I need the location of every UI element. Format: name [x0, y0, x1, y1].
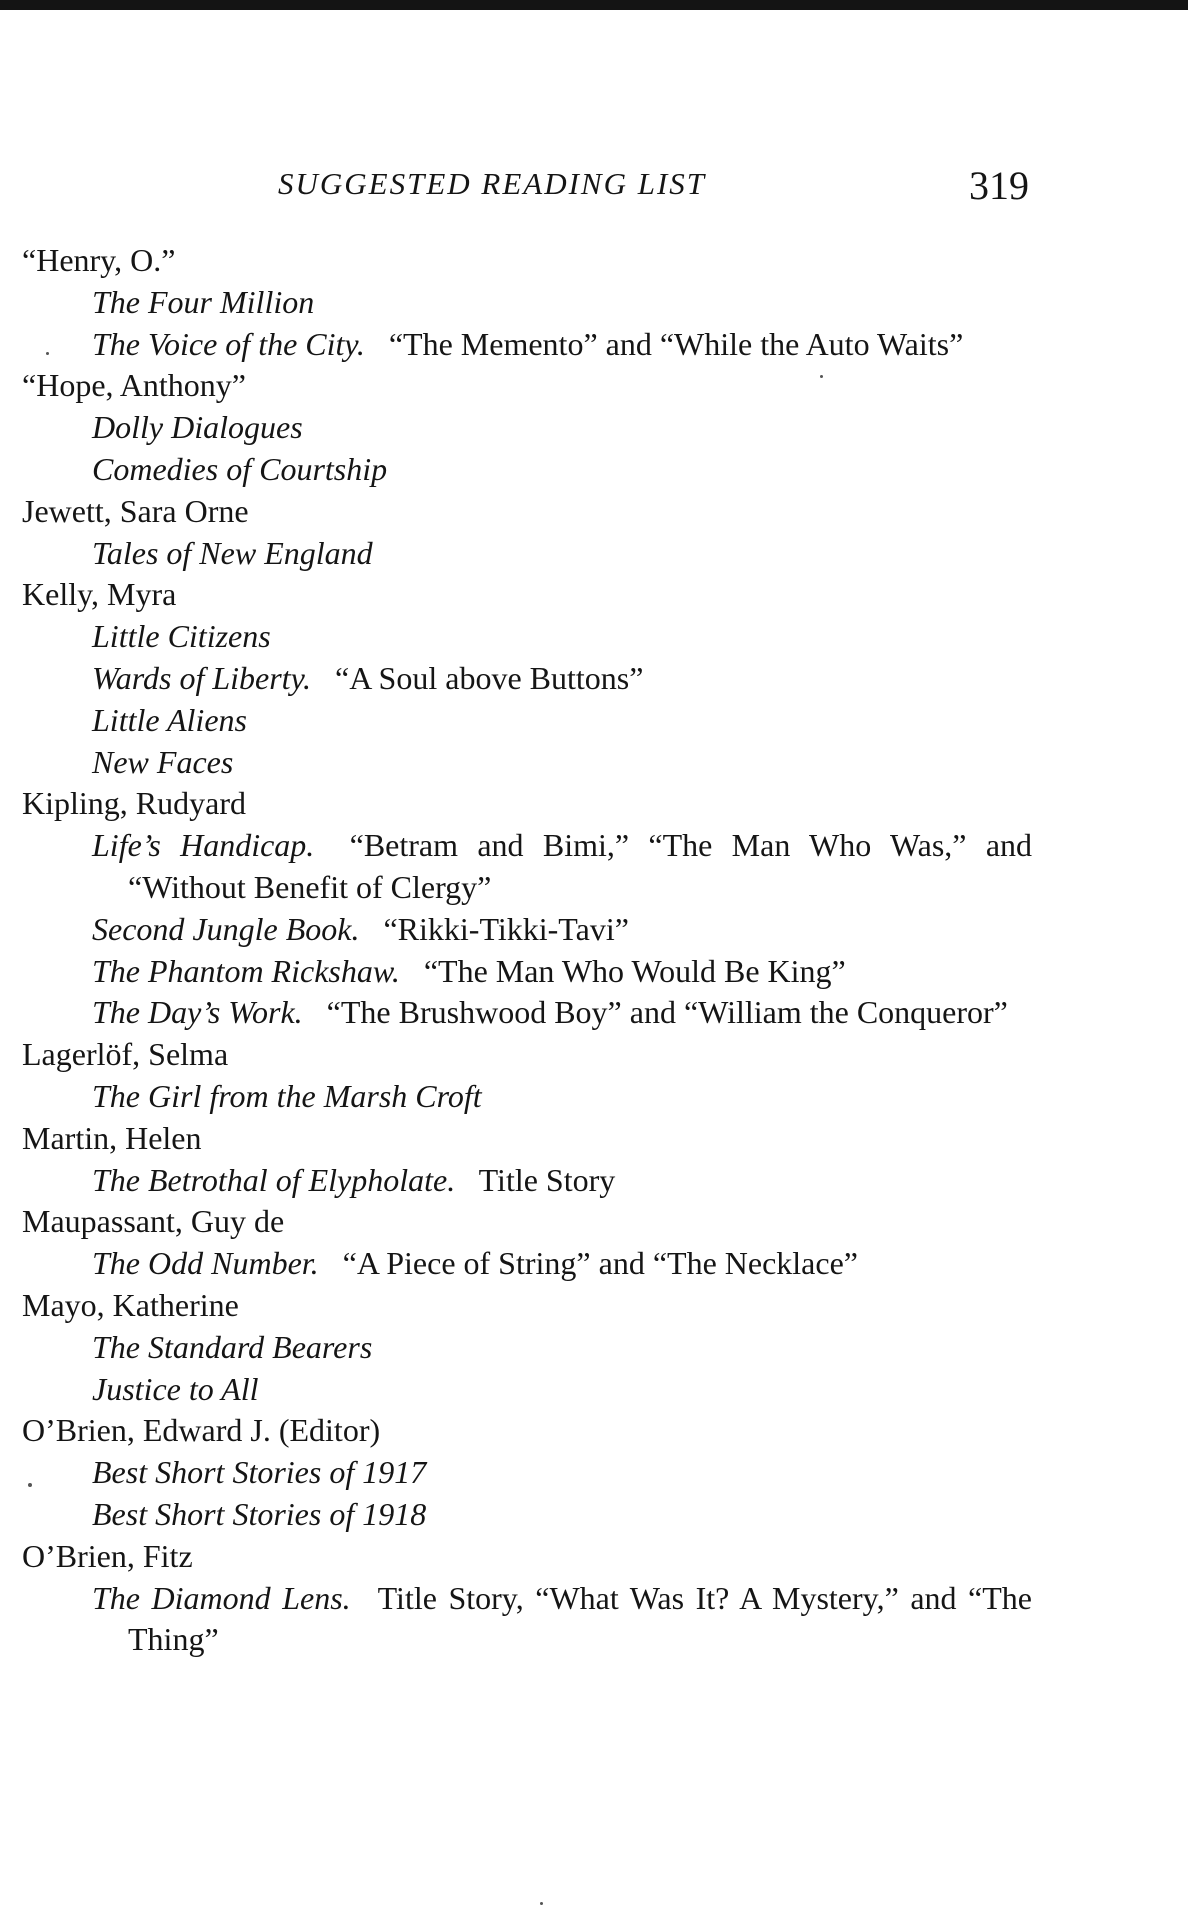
work-entry — [22, 1160, 1032, 1202]
work-title: New Faces — [92, 743, 234, 780]
author-heading: Kelly, Myra — [22, 576, 177, 613]
work-title: The Day’s Work. — [92, 994, 303, 1031]
story-note: Title Story, “What Was It? A Mystery,” and “The Thing” — [128, 1579, 1033, 1658]
work-entry — [22, 449, 1032, 491]
work-entry — [22, 951, 1032, 993]
work-entry — [22, 407, 1032, 449]
work-title: Little Citizens — [92, 618, 271, 655]
running-head: SUGGESTED READING LIST — [278, 166, 707, 201]
work-entry — [22, 282, 1032, 324]
story-note: “A Piece of String” and “The Necklace” — [342, 1245, 858, 1282]
reading-list — [22, 240, 1032, 1661]
work-entry — [22, 1327, 1032, 1369]
work-title: The Diamond Lens. — [92, 1579, 351, 1616]
author-heading: “Hope, Anthony” — [22, 367, 246, 404]
work-title: The Girl from the Marsh Croft — [92, 1077, 482, 1114]
work-title: Little Aliens — [92, 701, 247, 738]
work-entry — [22, 1369, 1032, 1411]
work-entry — [22, 658, 1032, 700]
story-note: “Rikki-Tikki-Tavi” — [383, 910, 629, 947]
work-entry — [22, 1076, 1032, 1118]
author-heading: O’Brien, Edward J. (Editor) — [22, 1412, 381, 1449]
top-scan-border — [0, 0, 1188, 10]
scan-speck — [820, 375, 823, 378]
story-note: “The Memento” and “While the Auto Waits” — [388, 325, 964, 362]
work-entry — [22, 533, 1032, 575]
author-heading: Kipling, Rudyard — [22, 785, 246, 822]
work-entry — [22, 909, 1032, 951]
work-title: The Phantom Rickshaw. — [92, 952, 400, 989]
author-heading: Jewett, Sara Orne — [22, 492, 249, 529]
work-title: Tales of New England — [92, 534, 373, 571]
work-entry — [22, 616, 1032, 658]
work-title: Best Short Stories of 1917 — [92, 1454, 427, 1491]
work-title: Second Jungle Book. — [92, 910, 360, 947]
story-note: “A Soul above Buttons” — [335, 659, 644, 696]
author-heading: Lagerlöf, Selma — [22, 1036, 229, 1073]
story-note: “The Brushwood Boy” and “William the Conqueror” — [326, 994, 1008, 1031]
author-heading: O’Brien, Fitz — [22, 1537, 193, 1574]
work-entry — [22, 992, 1032, 1034]
work-title: Wards of Liberty. — [92, 659, 311, 696]
work-title: Comedies of Courtship — [92, 450, 388, 487]
work-entry — [22, 1452, 1032, 1494]
work-title: Dolly Dialogues — [92, 409, 303, 446]
work-title: Best Short Stories of 1918 — [92, 1495, 427, 1532]
work-entry — [22, 825, 1032, 909]
scan-speck — [540, 1902, 543, 1905]
work-entry — [22, 1243, 1032, 1285]
work-title: The Voice of the City. — [92, 325, 365, 362]
work-entry — [22, 1494, 1032, 1536]
author-heading: “Henry, O.” — [22, 242, 176, 278]
story-note: Title Story — [478, 1161, 616, 1198]
work-title: Life’s Handicap. — [92, 827, 315, 864]
author-heading: Martin, Helen — [22, 1119, 202, 1156]
page-number: 319 — [969, 163, 1029, 208]
work-entry — [22, 700, 1032, 742]
work-title: The Odd Number. — [92, 1245, 319, 1282]
story-note: “Betram and Bimi,” “The Man Who Was,” and “Without Benefit of Clergy” — [128, 827, 1033, 905]
story-note: “The Man Who Would Be King” — [423, 952, 846, 989]
work-entry — [22, 324, 1032, 366]
scan-speck — [46, 352, 49, 355]
work-title: The Four Million — [92, 283, 315, 320]
work-title: The Standard Bearers — [92, 1328, 373, 1365]
scan-speck — [28, 1483, 32, 1487]
work-entry — [22, 1578, 1032, 1662]
work-entry — [22, 742, 1032, 784]
work-title: The Betrothal of Elypholate. — [92, 1161, 456, 1198]
author-heading: Maupassant, Guy de — [22, 1203, 285, 1240]
work-title: Justice to All — [92, 1370, 259, 1407]
author-heading: Mayo, Katherine — [22, 1286, 239, 1323]
